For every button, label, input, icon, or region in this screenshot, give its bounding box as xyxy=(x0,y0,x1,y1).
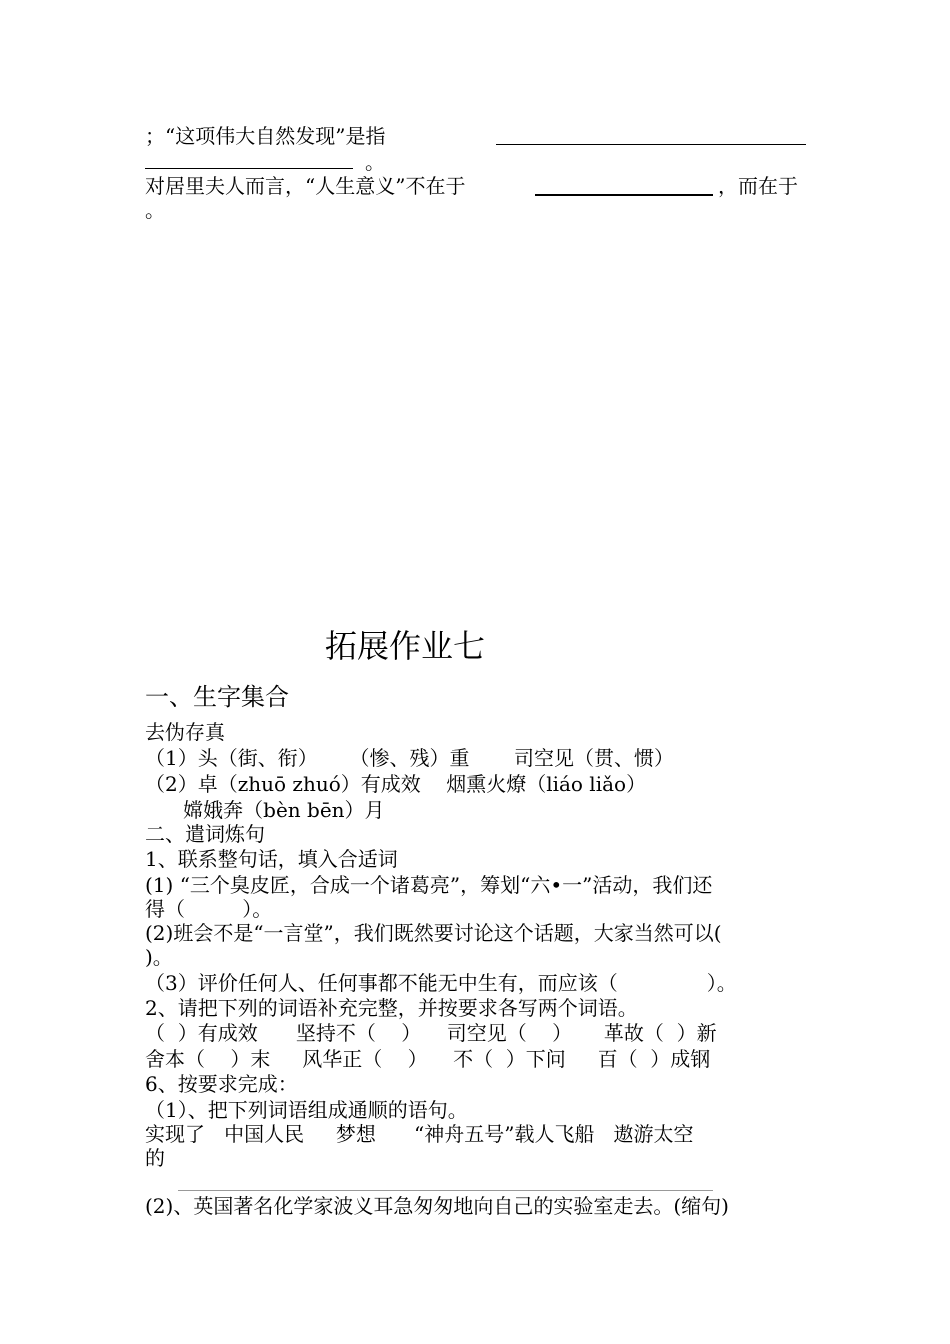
section-heading-2: 二、遣词炼句 xyxy=(145,822,265,846)
subheading-qu-wei-cun-zhen: 去伪存真 xyxy=(145,720,225,744)
question-1-1-line-a: (1) “三个臭皮匠，合成一个诸葛亮”，筹划“六•一”活动，我们还 xyxy=(145,873,713,897)
fill-line-1: ；“这项伟大自然发现”是指 xyxy=(145,124,386,148)
question-2: 2、请把下列的词语补充完整，并按要求各写两个词语。 xyxy=(145,996,638,1020)
question-2-row-1: （ ）有成效 坚持不（ ） 司空见（ ） 革故（ ）新 xyxy=(145,1021,717,1045)
question-6-1-words: 实现了 中国人民 梦想 “神舟五号”载人飞船 遨游太空 xyxy=(145,1122,694,1146)
fill-line-2-end: 。 xyxy=(365,150,385,174)
exercise-item-1: （1）头（街、衔） （惨、残）重 司空见（贯、惯） xyxy=(145,746,675,770)
fill-line-4: 。 xyxy=(145,198,165,222)
answer-line-6-1[interactable] xyxy=(178,1190,713,1191)
answer-blank-2[interactable] xyxy=(145,168,353,169)
question-1-3: （3）评价任何人、任何事都不能无中生有，而应该（ ）。 xyxy=(145,971,737,995)
question-1-1-line-b: 得（ ）。 xyxy=(145,897,273,921)
question-1: 1、联系整句话，填入合适词 xyxy=(145,847,398,871)
question-6: 6、按要求完成： xyxy=(145,1072,298,1096)
answer-blank-3[interactable] xyxy=(535,194,713,196)
answer-blank-1[interactable] xyxy=(496,144,806,145)
question-1-2-line-b: )。 xyxy=(145,945,173,969)
section-heading-1: 一、生字集合 xyxy=(145,683,289,711)
page-title: 拓展作业七 xyxy=(325,627,486,665)
fill-line-3: 对居里夫人而言，“人生意义”不在于 xyxy=(145,174,466,198)
question-2-row-2: 舍本（ ）末 风华正（ ） 不（ ）下问 百（ ）成钢 xyxy=(145,1047,711,1071)
fill-line-3-end: ，而在于 xyxy=(718,174,798,198)
question-1-2-line-a: (2)班会不是“一言堂”，我们既然要讨论这个话题，大家当然可以( xyxy=(145,921,722,945)
question-6-1: （1）、把下列词语组成通顺的语句。 xyxy=(145,1098,468,1122)
question-6-1-words-cont: 的 xyxy=(145,1146,165,1170)
exercise-item-2b: 嫦娥奔（bèn bēn）月 xyxy=(145,798,385,822)
exercise-item-2: （2）卓（zhuō zhuó）有成效 烟熏火燎（liáo liǎo） xyxy=(145,772,647,796)
question-6-2: (2)、英国著名化学家波义耳急匆匆地向自己的实验室走去。(缩句) xyxy=(145,1194,729,1218)
